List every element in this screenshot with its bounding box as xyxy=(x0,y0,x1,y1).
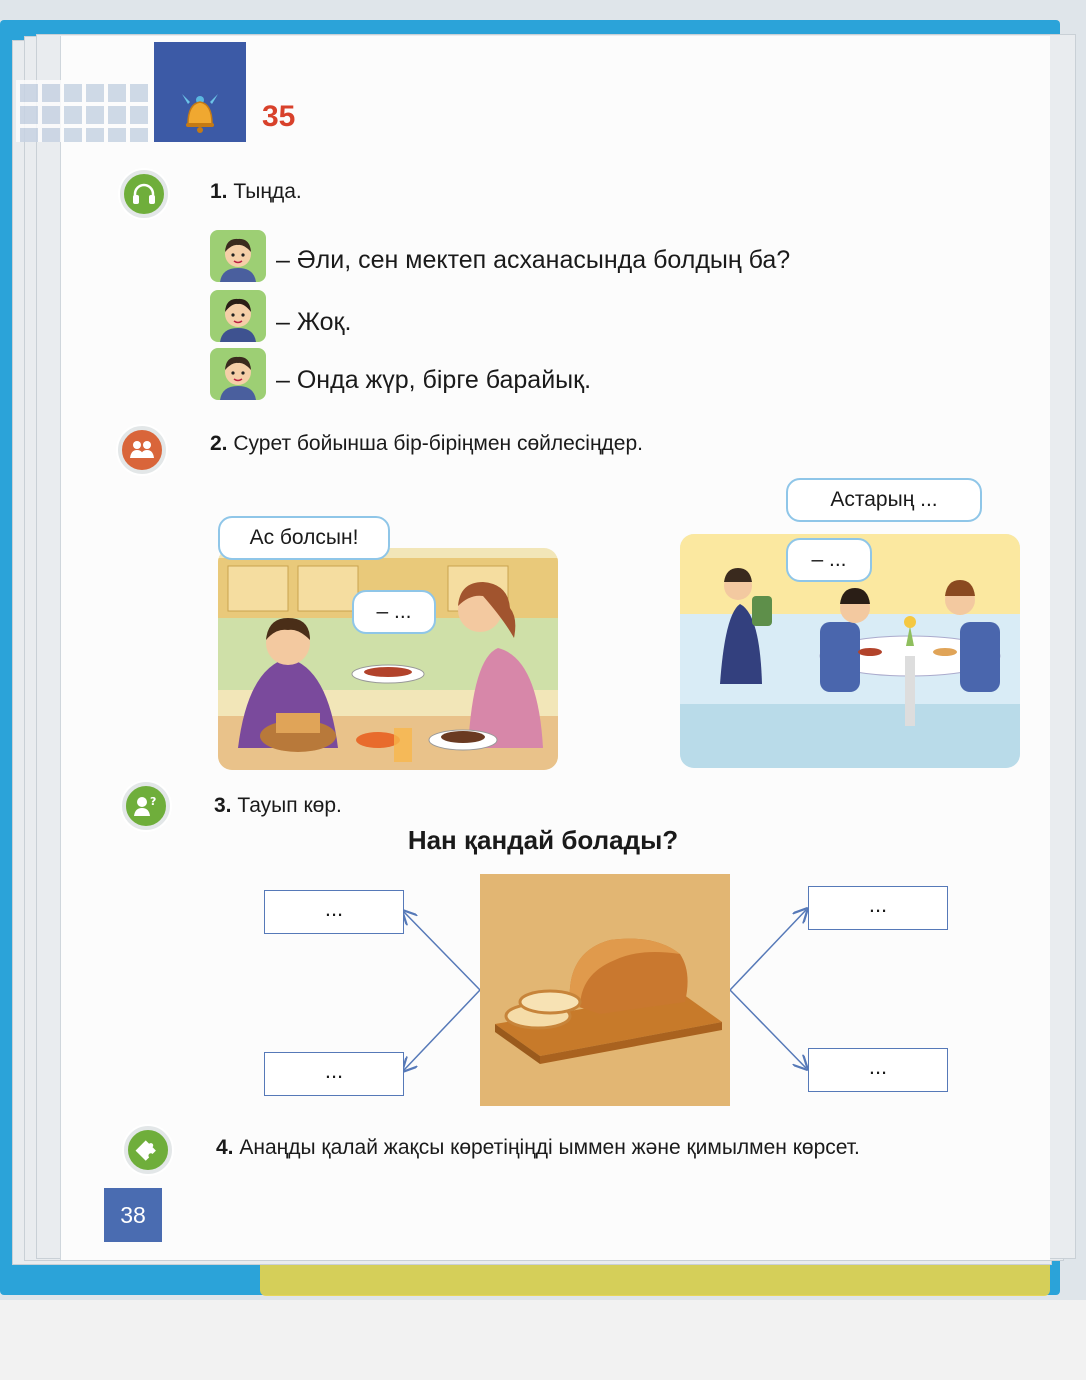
speech-bubble: – ... xyxy=(352,590,436,634)
task1-number: 1. xyxy=(210,180,228,203)
question-title: Нан қандай болады? xyxy=(407,825,679,855)
speech-bubble: Астарың ... xyxy=(786,478,982,522)
task3-title: Тауып көр. xyxy=(237,794,342,817)
puzzle-icon xyxy=(124,1126,172,1174)
dialogue-line: – Әли, сен мектеп асханасында болдың ба? xyxy=(276,246,791,274)
speech-bubble: – ... xyxy=(786,538,872,582)
task3-number: 3. xyxy=(214,794,232,817)
speech-bubble: Ас болсын! xyxy=(218,516,390,560)
answer-box[interactable]: ... xyxy=(264,890,404,934)
task4-heading xyxy=(216,1136,860,1160)
task4-text: Анаңды қалай жақсы көретіңіңді ыммен және қимылмен көрсет. xyxy=(239,1136,860,1159)
task4-number: 4. xyxy=(216,1136,234,1159)
task2-title: Сурет бойынша бір-біріңмен сөйлесіңдер. xyxy=(233,432,643,455)
dialogue-line: – Жоқ. xyxy=(276,308,352,336)
task1-title: Тыңда. xyxy=(233,180,302,203)
dialogue-line: – Онда жүр, бірге барайық. xyxy=(276,366,592,394)
answer-box[interactable]: ... xyxy=(808,1048,948,1092)
page-number: 38 xyxy=(104,1188,162,1242)
bread-photo xyxy=(480,874,730,1106)
lesson-number: 35 xyxy=(262,100,296,133)
answer-box[interactable]: ... xyxy=(264,1052,404,1096)
answer-box[interactable]: ... xyxy=(808,886,948,930)
svg-text:?: ? xyxy=(150,795,157,808)
task2-number: 2. xyxy=(210,432,228,455)
